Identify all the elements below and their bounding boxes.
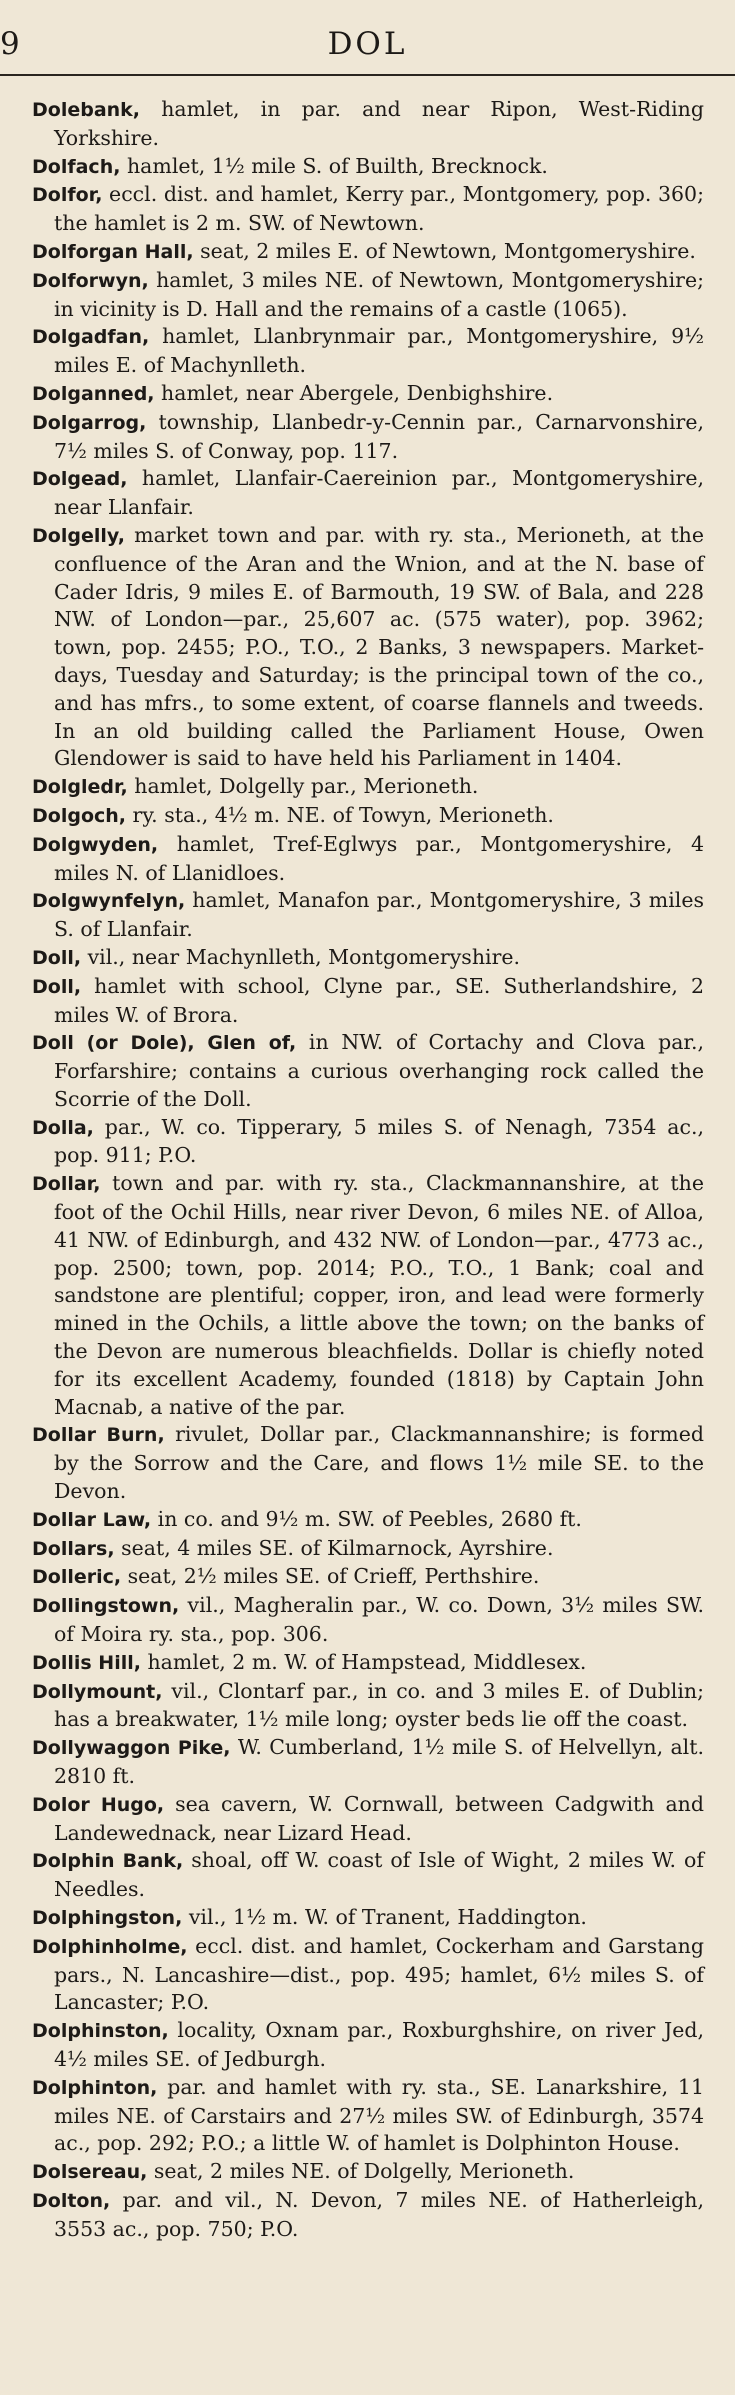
entry-headword: Dolgwyden, [32,833,159,856]
entry-text: hamlet, near Abergele, Denbighshire. [154,380,554,405]
entry-text: W. Cumberland, 1½ mile S. of Helvellyn, alt. 2810 ft. [54,1735,704,1789]
entry-headword: Dolphinton, [32,2076,158,2099]
entry-text: vil., 1½ m. W. of Tranent, Haddington. [182,1905,587,1929]
gazetteer-entry [32,1506,704,1535]
entry-text: hamlet, 1½ mile S. of Builth, Brecknock. [120,153,548,178]
gazetteer-entry [32,1170,704,1421]
entry-text: par. and hamlet with ry. sta., SE. Lanarkshire, 11 miles NE. of Carstairs and 27½ miles SW. of Edinburgh, 3574 ac., pop. 292; P.O.; a little W. of hamlet is Dolphinton House. [54,2074,704,2156]
gazetteer-entry [32,831,704,888]
entry-headword: Doll, [32,946,82,969]
entry-headword: Dollars, [32,1537,115,1560]
entry-headword: Dolfor, [32,184,103,207]
gazetteer-entry [32,409,704,466]
entry-headword: Dolphinholme, [32,1935,188,1958]
gazetteer-entry [32,2158,704,2187]
entry-headword: Dolor Hugo, [32,1793,165,1816]
gazetteer-entry [32,773,704,802]
gazetteer-entry [32,973,704,1030]
gazetteer-entry [32,465,704,522]
gazetteer-entry [32,2187,704,2244]
gazetteer-entry [32,1649,704,1678]
gazetteer-entry [32,96,704,153]
gazetteer-entry [32,380,704,409]
entry-text: hamlet, Dolgelly par., Merioneth. [127,774,479,799]
entry-text: market town and par. with ry. sta., Merioneth, at the confluence of the Aran and the Wnion, and at the N. base of Cader Idris, 9 miles E. of Barmouth, 19 SW. of Bala, and 228 NW. of London—par., 25,607 ac. (575 water), pop. 3962; town, pop. 2455; P.O., T.O., 2 Banks, 3 newspapers. Market-days, Tuesday and Saturday; is the principal town of the co., and has mfrs., to some extent, of coarse flannels and tweeds. In an old building called the Parliament House, Owen Glendower is said to have held his Parliament in 1404. [54,522,704,771]
entry-headword: Dolla, [32,1116,94,1139]
gazetteer-entry [32,802,704,831]
gazetteer-entry [32,181,704,238]
entry-text: shoal, off W. coast of Isle of Wight, 2 miles W. of Needles. [54,1848,704,1902]
entry-text: par. and vil., N. Devon, 7 miles NE. of Hatherleigh, 3553 ac., pop. 750; P.O. [54,2187,704,2241]
gazetteer-entry [32,323,704,380]
entry-headword: Dolgoch, [32,804,126,827]
gazetteer-entry [32,1421,704,1505]
entry-text: seat, 4 miles SE. of Kilmarnock, Ayrshire. [114,1535,554,1560]
gazetteer-entry [32,1847,704,1904]
entry-headword: Dolforwyn, [32,269,149,292]
entry-headword: Dollar Law, [32,1508,152,1531]
entry-list [32,96,704,2244]
running-head: DOL [327,26,408,62]
entry-text: locality, Oxnam par., Roxburghshire, on river Jed, 4½ miles SE. of Jedburgh. [54,2018,704,2071]
entry-headword: Dolgelly, [32,524,125,547]
entry-headword: Doll, [32,975,82,998]
entry-headword: Dolphinston, [32,2020,169,2043]
entry-text: hamlet, Llanfair-Caereinion par., Montgomeryshire, near Llanfair. [54,466,704,520]
entry-headword: Dolfach, [32,155,121,178]
entry-text: hamlet, Tref-Eglwys par., Montgomeryshire, 4 miles N. of Llanidloes. [54,831,704,885]
gazetteer-entry [32,1592,704,1649]
entry-headword: Dolgadfan, [32,326,150,349]
entry-headword: Dolganned, [32,382,155,405]
gazetteer-entry [32,1114,704,1171]
gazetteer-entry [32,1904,704,1933]
gazetteer-entry [32,522,704,773]
entry-headword: Dolforgan Hall, [32,240,194,263]
entry-headword: Dollywaggon Pike, [32,1737,231,1760]
entry-text: par., W. co. Tipperary, 5 miles S. of Nenagh, 7354 ac., pop. 911; P.O. [54,1114,704,1168]
entry-text: hamlet, Manafon par., Montgomeryshire, 3 miles S. of Llanfair. [54,888,704,942]
gazetteer-entry [32,238,704,267]
entry-text: vil., near Machynlleth, Montgomeryshire. [81,944,521,969]
entry-text: seat, 2 miles NE. of Dolgelly, Merioneth. [147,2159,575,2184]
entry-text: hamlet, 2 m. W. of Hampstead, Middlesex. [140,1649,587,1674]
entry-text: town and par. with ry. sta., Clackmannanshire, at the foot of the Ochil Hills, near river Devon, 6 miles NE. of Alloa, 41 NW. of Edinburgh, and 432 NW. of London—par., 4773 ac., pop. 2500; town, pop. 2014; P.O., T.O., 1 Bank; coal and sandstone are plentiful; copper, iron, and lead were formerly mined in the Ochils, a little above the town; on the banks of the Devon are numerous bleachfields. Dollar is chiefly noted for its excellent Academy, founded (1818) by Captain John Macnab, a native of the par. [54,1171,704,1419]
gazetteer-entry [32,944,704,973]
gazetteer-entry [32,267,704,324]
gazetteer-entry [32,1535,704,1564]
gazetteer-entry [32,1734,704,1791]
entry-text: vil., Magheralin par., W. co. Down, 3½ miles SW. of Moira ry. sta., pop. 306. [54,1593,704,1647]
entry-headword: Dolgarrog, [32,411,147,434]
entry-text: ry. sta., 4½ m. NE. of Towyn, Merioneth. [126,802,554,827]
gazetteer-entry [32,1933,704,2017]
gazetteer-entry [32,153,704,182]
entry-headword: Dollar Burn, [32,1424,165,1447]
entry-headword: Dolgwynfelyn, [32,890,186,913]
entry-headword: Dolsereau, [32,2161,148,2184]
entry-headword: Dollingstown, [32,1595,180,1618]
entry-headword: Dolgledr, [32,776,128,799]
gazetteer-entry [32,2017,704,2074]
header-rule [0,74,735,76]
gazetteer-entry [32,1678,704,1735]
entry-headword: Dolton, [32,2189,111,2212]
entry-text: vil., Clontarf par., in co. and 3 miles E. of Dublin; has a breakwater, 1½ mile long; oyster beds lie off the coast. [54,1678,704,1732]
entry-text: seat, 2½ miles SE. of Crieff, Perthshire. [121,1564,540,1589]
entry-headword: Dolebank, [32,99,141,121]
entry-text: hamlet, Llanbrynmair par., Montgomeryshire, 9½ miles E. of Machynlleth. [54,324,704,378]
entry-headword: Dollar, [32,1173,101,1196]
gazetteer-entry [32,887,704,944]
entry-headword: Dolphingston, [32,1907,183,1929]
page-number: 9 [0,26,21,62]
page-header [0,24,735,72]
entry-headword: Dolleric, [32,1566,122,1589]
entry-headword: Dollis Hill, [32,1651,141,1674]
entry-text: rivulet, Dollar par., Clackmannanshire; is formed by the Sorrow and the Care, and flows 1½ mile SE. to the Devon. [54,1422,704,1504]
gazetteer-entry [32,1791,704,1848]
entry-text: in NW. of Cortachy and Clova par., Forfarshire; contains a curious overhanging rock called the Scorrie of the Doll. [54,1030,705,1111]
entry-text: township, Llanbedr-y-Cennin par., Carnarvonshire, 7½ miles S. of Conway, pop. 117. [54,409,704,463]
entry-text: eccl. dist. and hamlet, Kerry par., Montgomery, pop. 360; the hamlet is 2 m. SW. of Newtown. [54,182,704,236]
entry-text: seat, 2 miles E. of Newtown, Montgomeryshire. [193,238,696,263]
gazetteer-entry [32,2074,704,2158]
entry-headword: Doll (or Dole), Glen of, [32,1032,297,1055]
entry-text: in co. and 9½ m. SW. of Peebles, 2680 ft. [151,1506,582,1531]
entry-text: hamlet, in par. and near Ripon, West-Riding Yorkshire. [54,97,704,150]
entry-text: eccl. dist. and hamlet, Cockerham and Garstang pars., N. Lancashire—dist., pop. 495; hamlet, 6½ miles S. of Lancaster; P.O. [54,1933,704,2015]
entry-text: sea cavern, W. Cornwall, between Cadgwith and Landewednack, near Lizard Head. [54,1791,704,1845]
gazetteer-entry [32,1563,704,1592]
gazetteer-entry [32,1029,704,1113]
entry-text: hamlet with school, Clyne par., SE. Sutherlandshire, 2 miles W. of Brora. [54,973,704,1027]
entry-headword: Dollymount, [32,1680,163,1703]
entry-headword: Dolgead, [32,468,128,491]
entry-text: hamlet, 3 miles NE. of Newtown, Montgomeryshire; in vicinity is D. Hall and the remains of a castle (1065). [54,267,704,321]
entry-headword: Dolphin Bank, [32,1850,184,1873]
